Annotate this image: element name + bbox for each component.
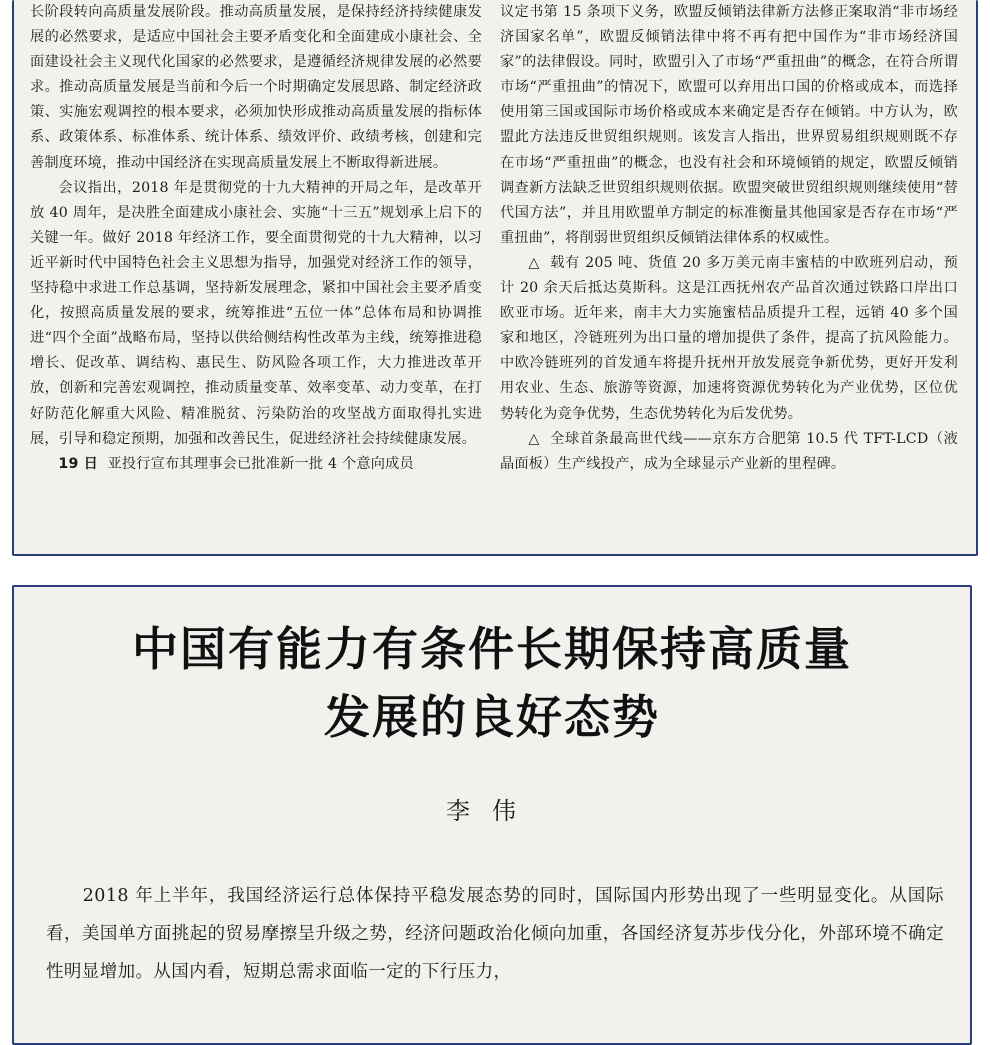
bottom-article-panel xyxy=(12,585,972,1045)
triangle-icon: △ xyxy=(528,430,540,447)
article-title-line-2: 发展的良好态势 xyxy=(324,690,660,744)
article-body-paragraph: 2018 年上半年，我国经济运行总体保持平稳发展态势的同时，国际国内形势出现了一些明显变化。从国际看，美国单方面挑起的贸易摩擦呈升级之势，经济问题政治化倾向加重，各国经济复苏步伐分化，外部环境不确定性明显增加。从国内看，短期总需求面临一定的下行压力， xyxy=(46,886,944,982)
entry-text: 亚投行宣布其理事会已批准新一批 4 个意向成员 xyxy=(107,455,414,472)
article-body xyxy=(46,877,944,991)
article-title-line-1: 中国有能力有条件长期保持高质量 xyxy=(132,622,852,676)
left-meeting-paragraph: 会议指出，2018 年是贯彻党的十九大精神的开局之年，是改革开放 40 周年，是决胜全面建成小康社会、实施“十三五”规划承上启下的关键一年。做好 2018 年经济工作，要全面贯彻党的十九大精神，以习近平新时代中国特色社会主义思想为指导，加强党对经济工作的领导，坚持稳中求进工作总基调，坚持新发展理念，紧扣中国社会主要矛盾变化，按照高质量发展的要求，统筹推进“五位一体”总体布局和协调推进“四个全面”战略布局，坚持以供给侧结构性改革为主线，统筹推进稳增长、促改革、调结构、惠民生、防风险各项工作，大力推进改革开放，创新和完善宏观调控，推动质量变革、效率变革、动力变革，在打好防范化解重大风险、精准脱贫、污染防治的攻坚战方面取得扎实进展，引导和稳定预期，加强和改善民生，促进经济社会持续健康发展。 xyxy=(30,179,482,447)
entry-date: 19 日 xyxy=(58,455,99,472)
right-continuation-paragraph: 议定书第 15 条项下义务，欧盟反倾销法律新方法修正案取消“非市场经济国家名单”，欧盟反倾销法律中将不再有把中国作为“非市场经济国家”的法律假设。同时，欧盟引入了市场“严重扭曲”的概念，在符合所谓市场“严重扭曲”的情况下，欧盟可以弃用出口国的价格或成本，而选择使用第三国或国际市场价格或成本来确定是否存在倾销。中方认为，欧盟此方法违反世贸组织规则。该发言人指出，世界贸易组织规则既不存在市场“严重扭曲”的概念，也没有社会和环境倾销的规定，欧盟反倾销调查新方法缺乏世贸组织规则依据。欧盟突破世贸组织规则继续使用“替代国方法”，并且用欧盟单方制定的标准衡量其他国家是否存在市场“严重扭曲”，将削弱世贸组织反倾销法律体系的权威性。 xyxy=(500,4,958,246)
left-date-entry xyxy=(30,452,482,477)
right-column xyxy=(500,0,958,477)
triangle-icon: △ xyxy=(528,254,540,271)
top-article-panel xyxy=(12,0,978,556)
left-column xyxy=(30,0,482,477)
article-author: 李伟 xyxy=(446,797,538,825)
right-news-item-nanfeng xyxy=(500,251,958,427)
news-item-text: 载有 205 吨、货值 20 多万美元南丰蜜桔的中欧班列启动，预计 20 余天后抵达莫斯科。这是江西抚州农产品首次通过铁路口岸出口欧亚市场。近年来，南丰大力实施蜜桔品质提升工程，远销 40 多个国家和地区，冷链班列为出口量的增加提供了条件，提高了抗风险能力。中欧冷链班列的首发通车将提升抚州开放发展竞争新优势，更好开发利用农业、生态、旅游等资源，加速将资源优势转化为产业优势，区位优势转化为竞争优势，生态优势转化为后发优势。 xyxy=(500,254,958,422)
right-news-item-boe xyxy=(500,427,958,477)
news-item-text: 全球首条最高世代线——京东方合肥第 10.5 代 TFT-LCD（液晶面板）生产线投产，成为全球显示产业新的里程碑。 xyxy=(500,430,958,472)
left-continuation-paragraph: 长阶段转向高质量发展阶段。推动高质量发展，是保持经济持续健康发展的必然要求，是适应中国社会主要矛盾变化和全面建成小康社会、全面建设社会主义现代化国家的必然要求，是遵循经济规律发展的必然要求。推动高质量发展是当前和今后一个时期确定发展思路、制定经济政策、实施宏观调控的根本要求，必须加快形成推动高质量发展的指标体系、政策体系、标准体系、统计体系、绩效评价、政绩考核，创建和完善制度环境，推动中国经济在实现高质量发展上不断取得新进展。 xyxy=(30,4,482,171)
